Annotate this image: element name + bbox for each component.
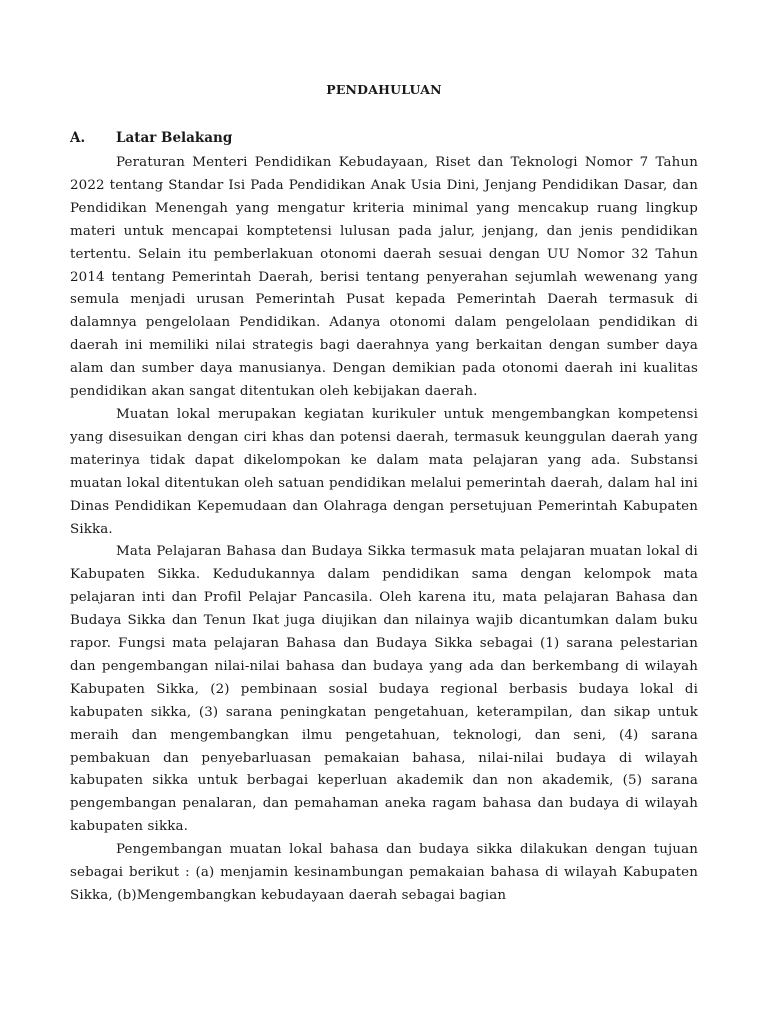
section-heading: [70, 130, 232, 146]
page-title: PENDAHULUAN: [326, 82, 442, 97]
section-title: Latar Belakang: [116, 130, 233, 146]
section-number: A.: [70, 130, 86, 146]
paragraph-2: Muatan lokal merupakan kegiatan kurikuler untuk mengembangkan kompetensi yang disesuikan dengan ciri khas dan potensi daerah, termasuk keunggulan daerah yang materinya tidak dapat dikelompokan ke dalam mata pelajaran yang ada. Substansi muatan lokal ditentukan oleh satuan pendidikan melalui pemerintah daerah, dalam hal ini Dinas Pendidikan Kepemudaan dan Olahraga dengan persetujuan Pemerintah Kabupaten Sikka.: [70, 406, 698, 537]
paragraph-1: Peraturan Menteri Pendidikan Kebudayaan, Riset dan Teknologi Nomor 7 Tahun 2022 tentang Standar Isi Pada Pendidikan Anak Usia Dini, Jenjang Pendidikan Dasar, dan Pendidikan Menengah yang mengatur kriteria minimal yang mencakup ruang lingkup materi untuk mencapai komptetensi lulusan pada jalur, jenjang, dan jenis pendidikan tertentu. Selain itu pemberlakuan otonomi daerah sesuai dengan UU Nomor 32 Tahun 2014 tentang Pemerintah Daerah, berisi tentang penyerahan sejumlah wewenang yang semula menjadi urusan Pemerintah Pusat kepada Pemerintah Daerah termasuk di dalamnya pengelolaan Pendidikan. Adanya otonomi dalam pengelolaan pendidikan di daerah ini memiliki nilai strategis bagi daerahnya yang berkaitan dengan sumber daya alam dan sumber daya manusianya. Dengan demikian pada otonomi daerah ini kualitas pendidikan akan sangat ditentukan oleh kebijakan daerah.: [70, 155, 698, 400]
paragraph-3: Mata Pelajaran Bahasa dan Budaya Sikka termasuk mata pelajaran muatan lokal di Kabupaten Sikka. Kedudukannya dalam pendidikan sama dengan kelompok mata pelajaran inti dan Profil Pelajar Pancasila. Oleh karena itu, mata pelajaran Bahasa dan Budaya Sikka dan Tenun Ikat juga diujikan dan nilainya wajib dicantumkan dalam buku rapor. Fungsi mata pelajaran Bahasa dan Budaya Sikka sebagai (1) sarana pelestarian dan pengembangan nilai-nilai bahasa dan budaya yang ada dan berkembang di wilayah Kabupaten Sikka, (2) pembinaan sosial budaya regional berbasis budaya lokal di kabupaten sikka, (3) sarana peningkatan pengetahuan, keterampilan, dan sikap untuk meraih dan mengembangkan ilmu pengetahuan, teknologi, dan seni, (4) sarana pembakuan dan penyebarluasan pemakaian bahasa, nilai-nilai budaya di wilayah kabupaten sikka untuk berbagai keperluan akademik dan non akademik, (5) sarana pengembangan penalaran, dan pemahaman aneka ragam bahasa dan budaya di wilayah kabupaten sikka.: [70, 544, 698, 835]
body-text: [70, 152, 698, 908]
paragraph-4: Pengembangan muatan lokal bahasa dan budaya sikka dilakukan dengan tujuan sebagai berikut : (a) menjamin kesinambungan pemakaian bahasa di wilayah Kabupaten Sikka, (b)Mengembangkan kebudayaan daerah sebagai bagian: [70, 842, 698, 903]
